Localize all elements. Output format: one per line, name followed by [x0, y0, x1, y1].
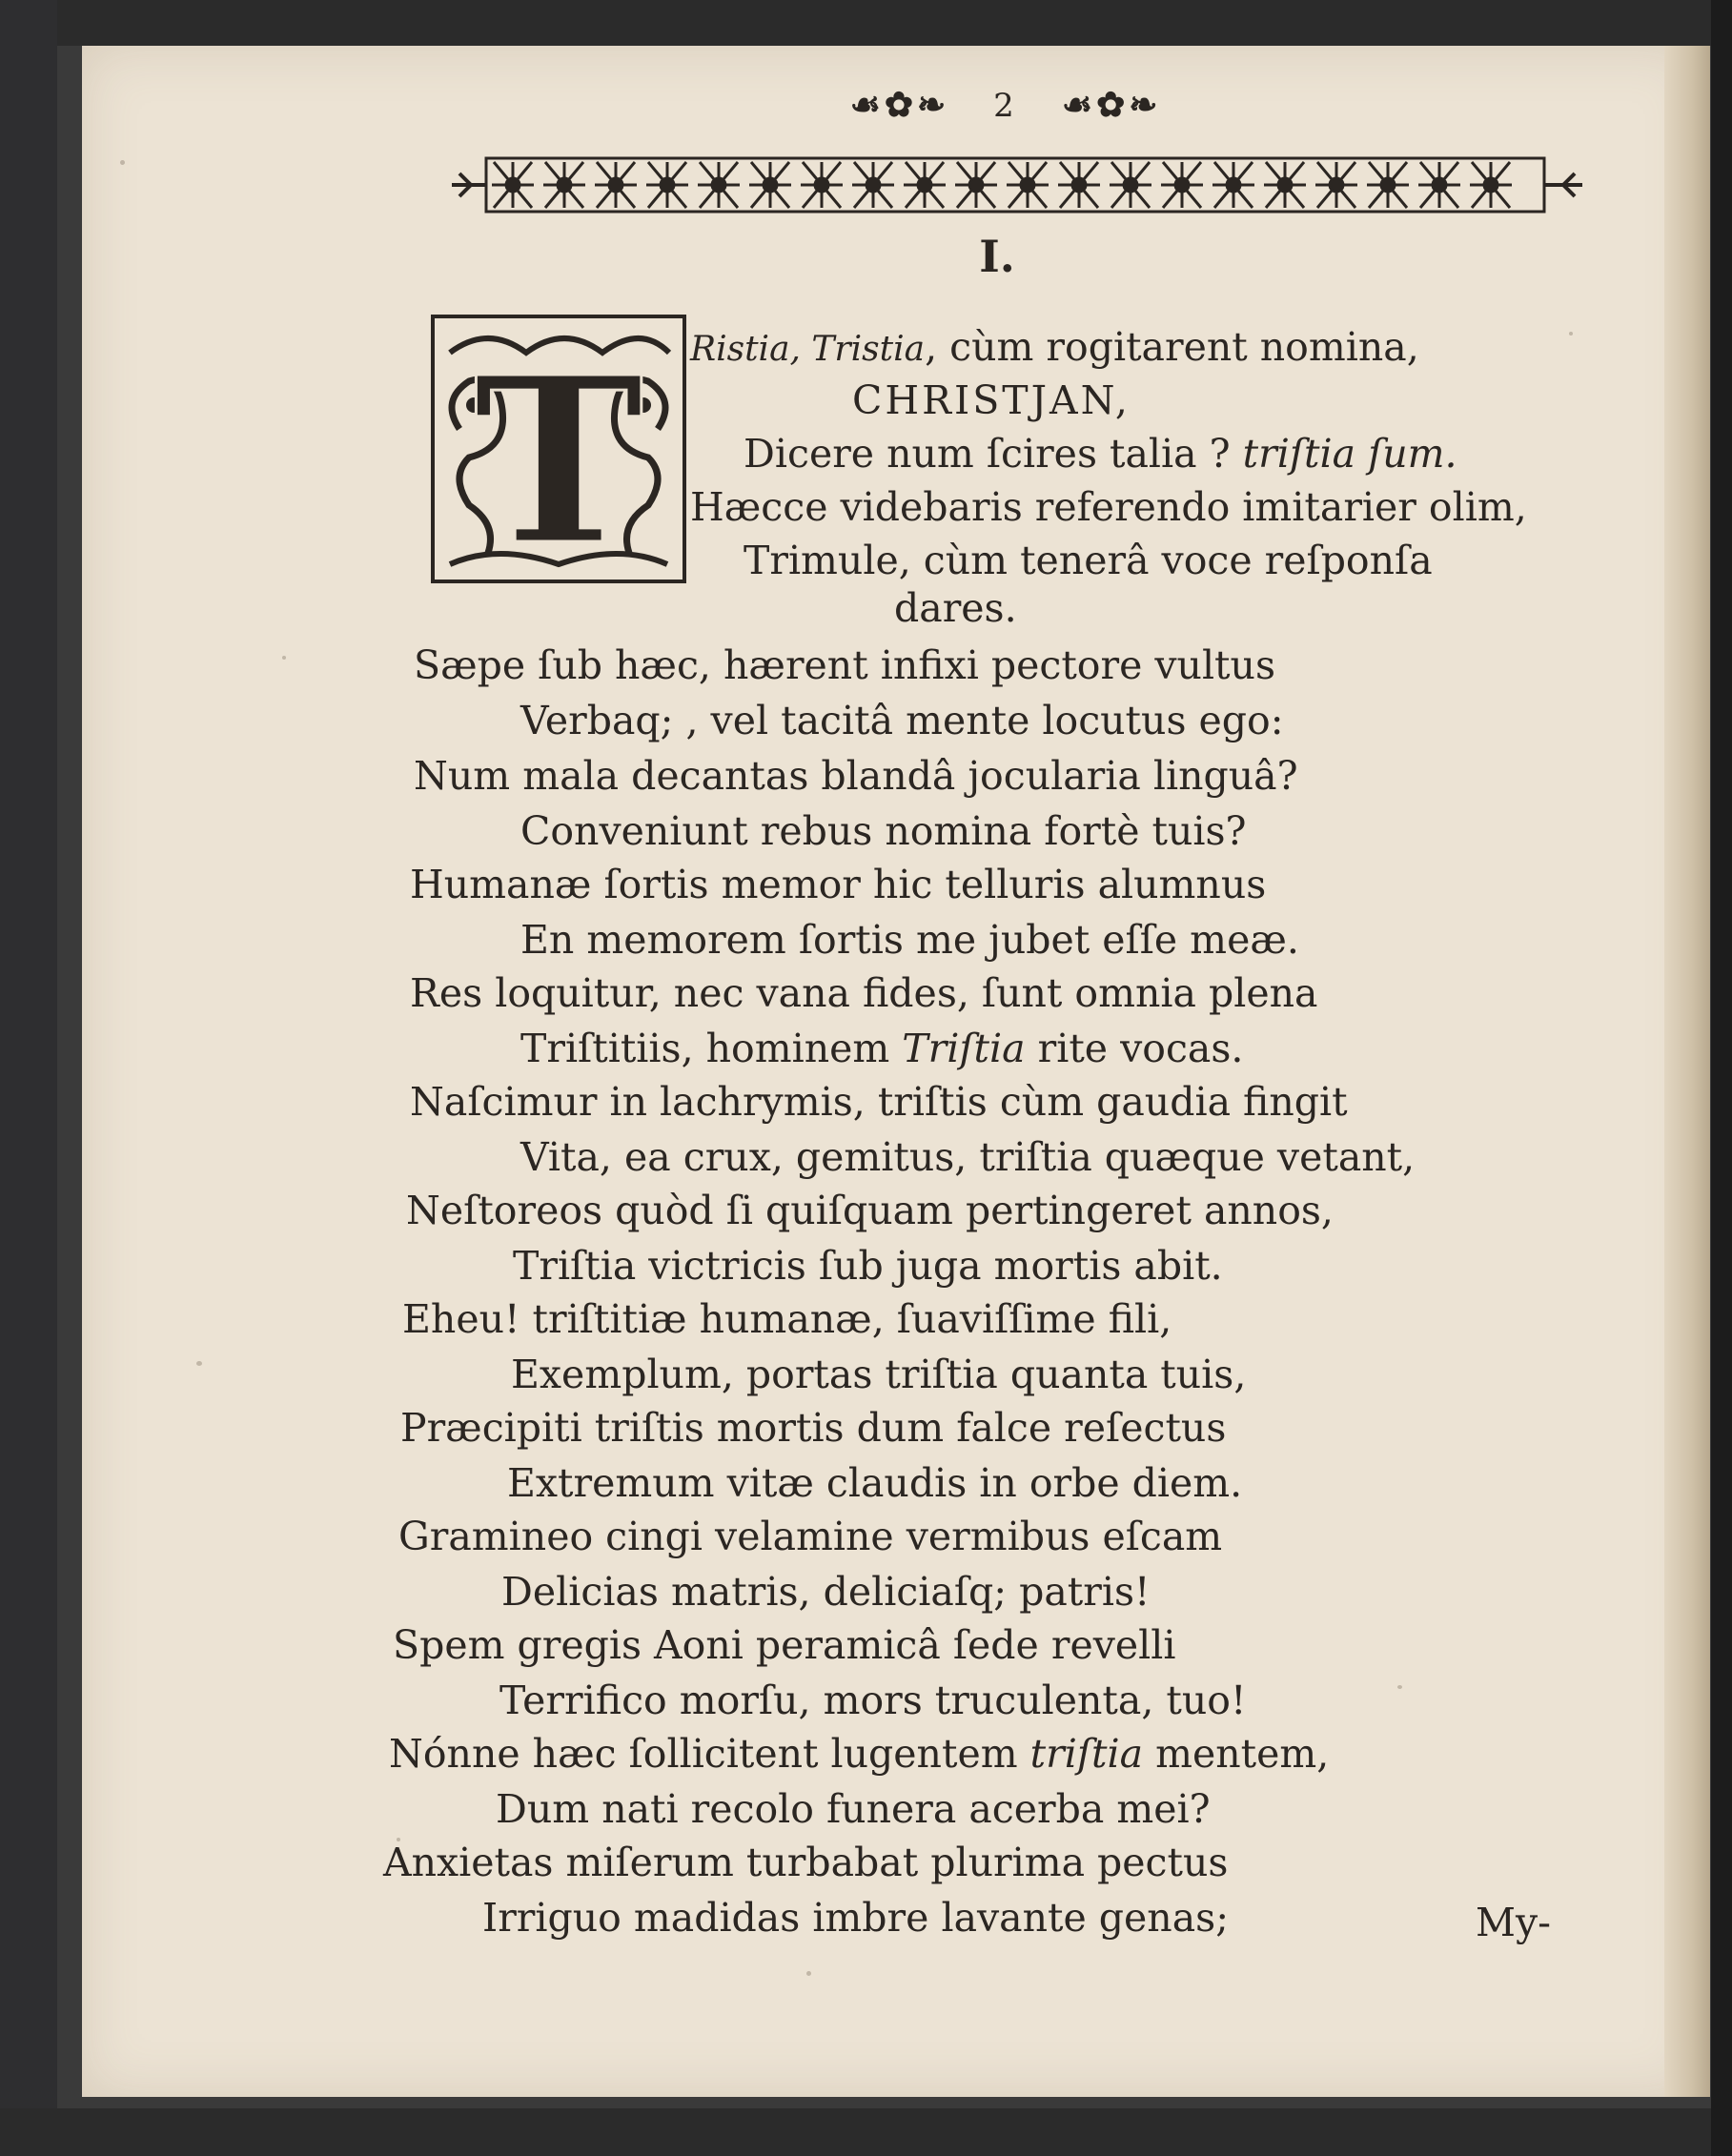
page-gutter — [1664, 46, 1710, 2097]
header-flourish-right: ☙✿❧ — [1061, 85, 1162, 125]
verse-line: Terrifico morſu, mors truculenta, tuo! — [499, 1678, 1247, 1723]
verse-line: Delicias matris, deliciaſq; patris! — [501, 1569, 1151, 1615]
catchword: My- — [1476, 1900, 1551, 1945]
ornament-dot — [969, 178, 983, 192]
verse-line-1-rest: , cùm rogitarent nomina, — [925, 324, 1419, 370]
scan-background-right — [1711, 0, 1732, 2156]
ornament-dot — [1175, 178, 1189, 192]
ornament-dot — [1072, 178, 1086, 192]
verse-line: Præcipiti triſtis mortis dum falce reſectus — [400, 1405, 1227, 1451]
verse-line-3 — [744, 427, 1457, 480]
ornament-dot — [1330, 178, 1343, 192]
running-header — [820, 78, 1192, 127]
verse-line-1 — [690, 320, 1419, 376]
verse-line: En memorem ſortis me jubet eſſe meæ. — [520, 917, 1299, 963]
scan-background-left — [0, 0, 57, 2156]
verse-line: Extremum vitæ claudis in orbe diem. — [507, 1460, 1243, 1506]
ornament-dot — [712, 178, 725, 192]
ornament-dot — [815, 178, 828, 192]
verse-line: Triſtia victricis ſub juga mortis abit. — [513, 1243, 1223, 1289]
ornament-dot — [661, 178, 674, 192]
scan-background-bottom — [0, 2108, 1732, 2156]
verse-line-5-continued: dares. — [894, 585, 1017, 631]
verse-line: Conveniunt rebus nomina fortè tuis? — [520, 808, 1247, 854]
verse-line-4: Hæcce videbaris referendo imitarier olim, — [690, 484, 1527, 530]
verse-segment-italic: triſtia — [1029, 1731, 1144, 1777]
verse-line-tristitiis — [520, 1022, 1243, 1075]
verse-segment: Triſtitiis, hominem — [520, 1026, 903, 1071]
ornament-dot — [1433, 178, 1446, 192]
header-flourish-left: ☙✿❧ — [849, 85, 950, 125]
ornament-dot — [1381, 178, 1395, 192]
ornament-dot — [506, 178, 520, 192]
verse-addressee: CHRISTJAN, — [852, 377, 1131, 423]
verse-segment-italic: Triſtia — [902, 1026, 1026, 1071]
verse-line: Irriguo madidas imbre lavante genas; — [482, 1895, 1230, 1941]
page-number: 2 — [993, 87, 1018, 125]
ornament-dot — [764, 178, 777, 192]
verse-line: Exemplum, portas triſtia quanta tuis, — [511, 1352, 1247, 1397]
verse-line: Dum nati recolo funera acerba mei? — [496, 1786, 1211, 1832]
verse-line: Humanæ ſortis memor hic telluris alumnus — [410, 862, 1267, 907]
ornament-dot — [1227, 178, 1240, 192]
verse-line: Spem gregis Aoni peramicâ ſede revelli — [393, 1622, 1176, 1668]
verse-line: Anxietas miſerum turbabat plurima pectus — [383, 1840, 1229, 1885]
ornament-dot — [558, 178, 571, 192]
verse-line: Neſtoreos quòd ſi quiſquam pertingeret annos, — [406, 1188, 1334, 1233]
verse-line: Verbaq; , vel tacitâ mente locutus ego: — [520, 698, 1284, 743]
verse-line: Naſcimur in lachrymis, triſtis cùm gaudia fingit — [410, 1079, 1348, 1125]
ornament-dot — [866, 178, 880, 192]
verse-line-3-italic: triſtia ſum. — [1242, 431, 1457, 477]
ornament-dot — [609, 178, 622, 192]
ornament-dot — [1278, 178, 1292, 192]
verse-line-5: Trimule, cùm tenerâ voce reſponſa — [744, 538, 1433, 583]
ornament-dot — [1484, 178, 1498, 192]
ornament-dot — [918, 178, 931, 192]
verse-line-nonne — [389, 1727, 1329, 1780]
drop-cap-letter: T — [473, 327, 644, 583]
section-number: I. — [979, 231, 1015, 282]
ornament-dot — [1124, 178, 1137, 192]
verse-segment: rite vocas. — [1025, 1026, 1244, 1071]
drop-cap-ornament — [431, 315, 686, 583]
verse-line-3-main: Dicere num ſcires talia ? — [744, 431, 1243, 477]
verse-segment: Nónne hæc ſollicitent lugentem — [389, 1731, 1030, 1777]
verse-line: Sæpe ſub hæc, hærent infixi pectore vultus — [414, 642, 1275, 688]
verse-line: Res loquitur, nec vana fides, ſunt omnia plena — [410, 970, 1318, 1016]
verse-line: Num mala decantas blandâ jocularia linguâ? — [414, 753, 1298, 799]
ornamental-band — [452, 151, 1582, 219]
ornament-dot — [1021, 178, 1034, 192]
verse-line: Gramineo cingi velamine vermibus eſcam — [398, 1514, 1223, 1559]
verse-line: Eheu! triſtitiæ humanæ, ſuaviſſime fili, — [402, 1296, 1172, 1342]
scan-background-top — [0, 0, 1732, 46]
verse-line-1-italic: Ristia, Tristia — [690, 330, 926, 369]
verse-line: Vita, ea crux, gemitus, triſtia quæque vetant, — [520, 1134, 1416, 1180]
verse-segment: mentem, — [1143, 1731, 1330, 1777]
